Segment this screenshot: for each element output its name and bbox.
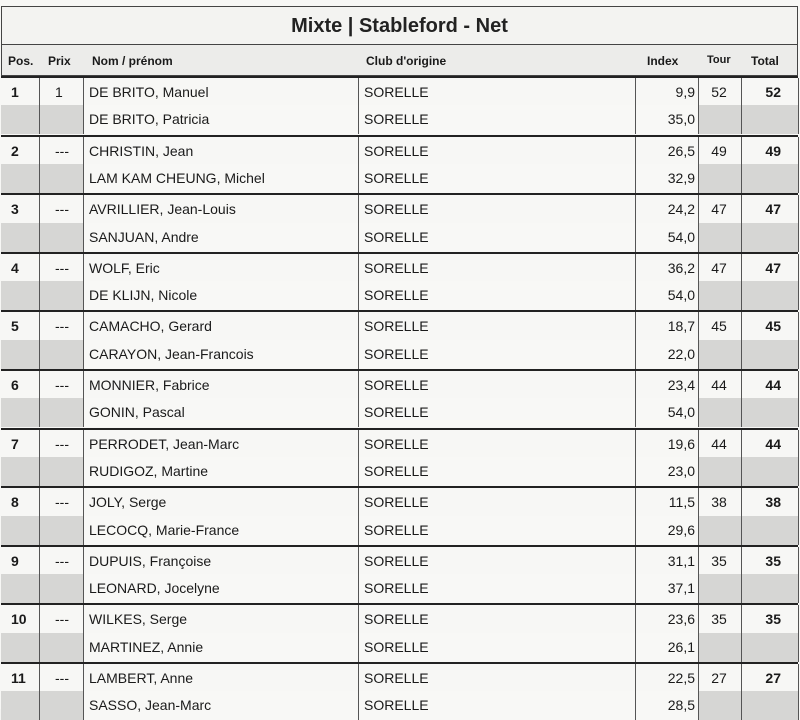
- cell-index: 54,0: [667, 287, 695, 304]
- column-divider: [358, 488, 359, 517]
- column-divider: [741, 547, 742, 576]
- cell-club: SORELLE: [364, 287, 429, 304]
- column-divider: [358, 574, 359, 603]
- column-divider: [798, 254, 799, 283]
- column-divider: [358, 195, 359, 224]
- column-divider: [698, 633, 699, 662]
- column-divider: [741, 691, 742, 720]
- column-divider: [741, 457, 742, 486]
- table-row: [1, 223, 798, 252]
- column-divider: [83, 488, 84, 517]
- column-divider: [83, 574, 84, 603]
- column-divider: [358, 457, 359, 486]
- column-divider: [698, 78, 699, 107]
- column-divider: [39, 137, 40, 166]
- cell-index: 37,1: [667, 580, 695, 597]
- column-divider: [698, 516, 699, 545]
- cell-name: SANJUAN, Andre: [89, 228, 199, 245]
- table-row: [1, 691, 798, 720]
- column-divider: [635, 223, 636, 252]
- cell-club: SORELLE: [364, 228, 429, 245]
- header-name: Nom / prénom: [92, 54, 173, 68]
- cell-index: 24,2: [667, 201, 695, 218]
- cell-total: 35: [765, 552, 781, 569]
- column-divider: [635, 371, 636, 400]
- table-row: [1, 369, 798, 400]
- column-divider: [741, 398, 742, 427]
- column-divider: [83, 605, 84, 634]
- column-divider: [358, 664, 359, 693]
- cell-total: 35: [765, 611, 781, 628]
- column-divider: [83, 371, 84, 400]
- header-total: Total: [751, 54, 779, 68]
- column-divider: [358, 398, 359, 427]
- cell-club: SORELLE: [364, 552, 429, 569]
- column-divider: [635, 398, 636, 427]
- cell-prix: ---: [55, 552, 69, 569]
- cell-pos: 1: [11, 84, 19, 100]
- cell-pos: 10: [11, 611, 27, 628]
- cell-club: SORELLE: [364, 111, 429, 128]
- table-row: [1, 340, 798, 369]
- column-divider: [83, 254, 84, 283]
- header-tour: Tour: [707, 54, 731, 66]
- table-row: [1, 428, 798, 459]
- cell-pos: 8: [11, 494, 19, 511]
- column-divider: [39, 488, 40, 517]
- cell-index: 9,9: [675, 84, 695, 100]
- column-divider: [635, 605, 636, 634]
- cell-total: 49: [765, 142, 781, 159]
- column-divider: [83, 223, 84, 252]
- column-divider: [798, 633, 799, 662]
- column-divider: [635, 340, 636, 369]
- table-header: [1, 44, 798, 76]
- column-divider: [698, 430, 699, 459]
- column-divider: [741, 633, 742, 662]
- column-divider: [83, 516, 84, 545]
- cell-index: 28,5: [667, 697, 695, 714]
- column-divider: [698, 398, 699, 427]
- cell-club: SORELLE: [364, 201, 429, 218]
- cell-prix: ---: [55, 494, 69, 511]
- cell-name: MARTINEZ, Annie: [89, 638, 204, 655]
- cell-club: SORELLE: [364, 611, 429, 628]
- column-divider: [698, 281, 699, 310]
- column-divider: [39, 691, 40, 720]
- cell-club: SORELLE: [364, 462, 429, 479]
- column-divider: [358, 340, 359, 369]
- column-divider: [741, 605, 742, 634]
- column-divider: [39, 254, 40, 283]
- table-row: [1, 193, 798, 224]
- cell-name: DE BRITO, Manuel: [89, 84, 209, 100]
- column-divider: [798, 691, 799, 720]
- cell-tour: 44: [711, 435, 727, 452]
- column-divider: [358, 516, 359, 545]
- column-divider: [698, 488, 699, 517]
- cell-index: 23,4: [667, 377, 695, 393]
- cell-index: 26,1: [667, 638, 695, 655]
- column-divider: [698, 105, 699, 134]
- column-divider: [798, 664, 799, 693]
- cell-name: RUDIGOZ, Martine: [89, 462, 209, 479]
- column-divider: [83, 340, 84, 369]
- column-divider: [741, 340, 742, 369]
- column-divider: [798, 340, 799, 369]
- column-divider: [798, 137, 799, 166]
- column-divider: [698, 371, 699, 400]
- cell-index: 22,5: [667, 670, 695, 686]
- cell-club: SORELLE: [364, 84, 429, 100]
- column-divider: [741, 78, 742, 107]
- column-divider: [358, 691, 359, 720]
- cell-club: SORELLE: [364, 580, 429, 597]
- column-divider: [798, 195, 799, 224]
- column-divider: [635, 164, 636, 193]
- cell-name: LEONARD, Jocelyne: [89, 580, 220, 597]
- cell-total: 47: [765, 201, 781, 218]
- column-divider: [741, 223, 742, 252]
- cell-index: 29,6: [667, 521, 695, 538]
- cell-name: CAMACHO, Gerard: [89, 318, 212, 335]
- page-title: Mixte | Stableford - Net: [1, 6, 798, 44]
- column-divider: [39, 605, 40, 634]
- cell-club: SORELLE: [364, 259, 429, 276]
- cell-club: SORELLE: [364, 169, 429, 186]
- cell-tour: 52: [711, 84, 727, 100]
- cell-total: 27: [765, 670, 781, 686]
- cell-name: WOLF, Eric: [89, 259, 160, 276]
- cell-name: JOLY, Serge: [89, 494, 167, 511]
- cell-name: PERRODET, Jean-Marc: [89, 435, 240, 452]
- column-divider: [698, 664, 699, 693]
- cell-tour: 47: [711, 259, 727, 276]
- cell-pos: 4: [11, 259, 19, 276]
- column-divider: [39, 105, 40, 134]
- column-divider: [741, 312, 742, 341]
- cell-total: 38: [765, 494, 781, 511]
- cell-prix: ---: [55, 611, 69, 628]
- cell-name: LAM KAM CHEUNG, Michel: [89, 169, 265, 186]
- cell-index: 54,0: [667, 228, 695, 245]
- column-divider: [358, 371, 359, 400]
- cell-pos: 11: [11, 670, 26, 686]
- column-divider: [698, 574, 699, 603]
- column-divider: [358, 223, 359, 252]
- column-divider: [358, 78, 359, 107]
- column-divider: [83, 691, 84, 720]
- column-divider: [39, 371, 40, 400]
- table-row: [1, 486, 798, 517]
- column-divider: [39, 574, 40, 603]
- column-divider: [698, 195, 699, 224]
- cell-name: MONNIER, Fabrice: [89, 377, 210, 393]
- table-row: [1, 281, 798, 310]
- cell-index: 19,6: [667, 435, 695, 452]
- column-divider: [741, 574, 742, 603]
- column-divider: [358, 105, 359, 134]
- column-divider: [741, 164, 742, 193]
- cell-index: 23,0: [667, 462, 695, 479]
- column-divider: [741, 430, 742, 459]
- column-divider: [798, 164, 799, 193]
- column-divider: [698, 340, 699, 369]
- column-divider: [358, 547, 359, 576]
- column-divider: [39, 340, 40, 369]
- column-divider: [798, 223, 799, 252]
- cell-name: LAMBERT, Anne: [89, 670, 194, 686]
- column-divider: [83, 430, 84, 459]
- column-divider: [635, 195, 636, 224]
- column-divider: [698, 223, 699, 252]
- cell-club: SORELLE: [364, 670, 429, 686]
- column-divider: [39, 516, 40, 545]
- column-divider: [698, 605, 699, 634]
- column-divider: [798, 488, 799, 517]
- table-row: [1, 516, 798, 545]
- table-row: [1, 574, 798, 603]
- table-row: [1, 310, 798, 341]
- cell-index: 31,1: [667, 552, 695, 569]
- column-divider: [741, 195, 742, 224]
- column-divider: [358, 605, 359, 634]
- header-pos: Pos.: [8, 54, 34, 68]
- cell-tour: 27: [711, 670, 727, 686]
- column-divider: [39, 457, 40, 486]
- cell-index: 32,9: [667, 169, 695, 186]
- cell-name: DUPUIS, Françoise: [89, 552, 212, 569]
- cell-club: SORELLE: [364, 494, 429, 511]
- column-divider: [358, 137, 359, 166]
- cell-total: 45: [765, 318, 781, 335]
- column-divider: [358, 254, 359, 283]
- column-divider: [39, 430, 40, 459]
- cell-prix: ---: [55, 142, 69, 159]
- cell-tour: 35: [711, 611, 727, 628]
- column-divider: [39, 547, 40, 576]
- column-divider: [358, 281, 359, 310]
- cell-name: CHRISTIN, Jean: [89, 142, 194, 159]
- column-divider: [39, 664, 40, 693]
- table-row: [1, 603, 798, 634]
- column-divider: [635, 488, 636, 517]
- column-divider: [798, 281, 799, 310]
- column-divider: [741, 254, 742, 283]
- column-divider: [741, 137, 742, 166]
- header-club: Club d'origine: [366, 54, 447, 68]
- cell-prix: ---: [55, 670, 69, 686]
- cell-name: DE KLIJN, Nicole: [89, 287, 198, 304]
- column-divider: [39, 281, 40, 310]
- cell-club: SORELLE: [364, 142, 429, 159]
- column-divider: [798, 398, 799, 427]
- column-divider: [358, 312, 359, 341]
- header-index: Index: [647, 54, 679, 68]
- column-divider: [798, 574, 799, 603]
- column-divider: [698, 457, 699, 486]
- column-divider: [39, 312, 40, 341]
- cell-club: SORELLE: [364, 318, 429, 335]
- column-divider: [698, 312, 699, 341]
- column-divider: [635, 457, 636, 486]
- column-divider: [635, 516, 636, 545]
- cell-prix: ---: [55, 435, 69, 452]
- column-divider: [635, 664, 636, 693]
- column-divider: [358, 164, 359, 193]
- column-divider: [635, 691, 636, 720]
- column-divider: [635, 254, 636, 283]
- column-divider: [635, 547, 636, 576]
- column-divider: [741, 371, 742, 400]
- cell-prix: 1: [55, 84, 63, 100]
- column-divider: [798, 516, 799, 545]
- table-row: [1, 135, 798, 166]
- cell-tour: 47: [711, 201, 727, 218]
- column-divider: [798, 547, 799, 576]
- cell-club: SORELLE: [364, 404, 429, 421]
- column-divider: [83, 105, 84, 134]
- column-divider: [698, 547, 699, 576]
- cell-total: 44: [765, 377, 781, 393]
- cell-pos: 5: [11, 318, 19, 335]
- column-divider: [698, 691, 699, 720]
- cell-prix: ---: [55, 259, 69, 276]
- column-divider: [798, 457, 799, 486]
- cell-club: SORELLE: [364, 521, 429, 538]
- column-divider: [39, 78, 40, 107]
- column-divider: [798, 605, 799, 634]
- cell-index: 36,2: [667, 259, 695, 276]
- cell-name: AVRILLIER, Jean-Louis: [89, 201, 236, 218]
- column-divider: [741, 281, 742, 310]
- cell-index: 26,5: [667, 142, 695, 159]
- column-divider: [39, 223, 40, 252]
- column-divider: [83, 195, 84, 224]
- table-row: [1, 633, 798, 662]
- column-divider: [39, 195, 40, 224]
- column-divider: [39, 633, 40, 662]
- cell-club: SORELLE: [364, 435, 429, 452]
- column-divider: [39, 398, 40, 427]
- cell-prix: ---: [55, 201, 69, 218]
- column-divider: [635, 137, 636, 166]
- column-divider: [741, 516, 742, 545]
- cell-prix: ---: [55, 318, 69, 335]
- cell-index: 54,0: [667, 404, 695, 421]
- column-divider: [635, 430, 636, 459]
- cell-pos: 7: [11, 435, 19, 452]
- table-row: [1, 76, 798, 107]
- column-divider: [83, 78, 84, 107]
- cell-name: WILKES, Serge: [89, 611, 188, 628]
- cell-tour: 35: [711, 552, 727, 569]
- cell-index: 35,0: [667, 111, 695, 128]
- cell-name: DE BRITO, Patricia: [89, 111, 210, 128]
- cell-club: SORELLE: [364, 638, 429, 655]
- column-divider: [358, 633, 359, 662]
- column-divider: [798, 105, 799, 134]
- column-divider: [83, 633, 84, 662]
- cell-tour: 49: [711, 142, 727, 159]
- cell-total: 44: [765, 435, 781, 452]
- cell-club: SORELLE: [364, 345, 429, 362]
- column-divider: [635, 105, 636, 134]
- column-divider: [798, 78, 799, 107]
- cell-name: SASSO, Jean-Marc: [89, 697, 212, 714]
- column-divider: [83, 281, 84, 310]
- column-divider: [698, 254, 699, 283]
- cell-index: 22,0: [667, 345, 695, 362]
- column-divider: [635, 633, 636, 662]
- cell-name: CARAYON, Jean-Francois: [89, 345, 254, 362]
- cell-pos: 2: [11, 142, 19, 159]
- cell-prix: ---: [55, 377, 69, 393]
- cell-name: LECOCQ, Marie-France: [89, 521, 240, 538]
- cell-tour: 45: [711, 318, 727, 335]
- cell-index: 18,7: [667, 318, 695, 335]
- column-divider: [635, 312, 636, 341]
- column-divider: [83, 137, 84, 166]
- cell-pos: 3: [11, 201, 19, 218]
- cell-total: 52: [765, 84, 781, 100]
- column-divider: [698, 164, 699, 193]
- column-divider: [741, 488, 742, 517]
- cell-club: SORELLE: [364, 697, 429, 714]
- column-divider: [798, 312, 799, 341]
- column-divider: [741, 105, 742, 134]
- table-row: [1, 164, 798, 193]
- header-prix: Prix: [48, 54, 71, 68]
- table-row: [1, 545, 798, 576]
- table-row: [1, 457, 798, 486]
- column-divider: [39, 164, 40, 193]
- column-divider: [83, 457, 84, 486]
- cell-index: 23,6: [667, 611, 695, 628]
- table-row: [1, 662, 798, 693]
- column-divider: [635, 281, 636, 310]
- column-divider: [741, 664, 742, 693]
- column-divider: [698, 137, 699, 166]
- column-divider: [83, 164, 84, 193]
- column-divider: [83, 312, 84, 341]
- cell-pos: 9: [11, 552, 19, 569]
- column-divider: [798, 371, 799, 400]
- cell-tour: 38: [711, 494, 727, 511]
- table-row: [1, 105, 798, 134]
- column-divider: [635, 78, 636, 107]
- column-divider: [635, 574, 636, 603]
- table-row: [1, 252, 798, 283]
- cell-name: GONIN, Pascal: [89, 404, 185, 421]
- table-row: [1, 398, 798, 427]
- column-divider: [83, 547, 84, 576]
- column-divider: [798, 430, 799, 459]
- cell-tour: 44: [711, 377, 727, 393]
- cell-pos: 6: [11, 377, 19, 393]
- cell-total: 47: [765, 259, 781, 276]
- cell-club: SORELLE: [364, 377, 429, 393]
- column-divider: [83, 398, 84, 427]
- column-divider: [83, 664, 84, 693]
- column-divider: [358, 430, 359, 459]
- cell-index: 11,5: [668, 494, 695, 511]
